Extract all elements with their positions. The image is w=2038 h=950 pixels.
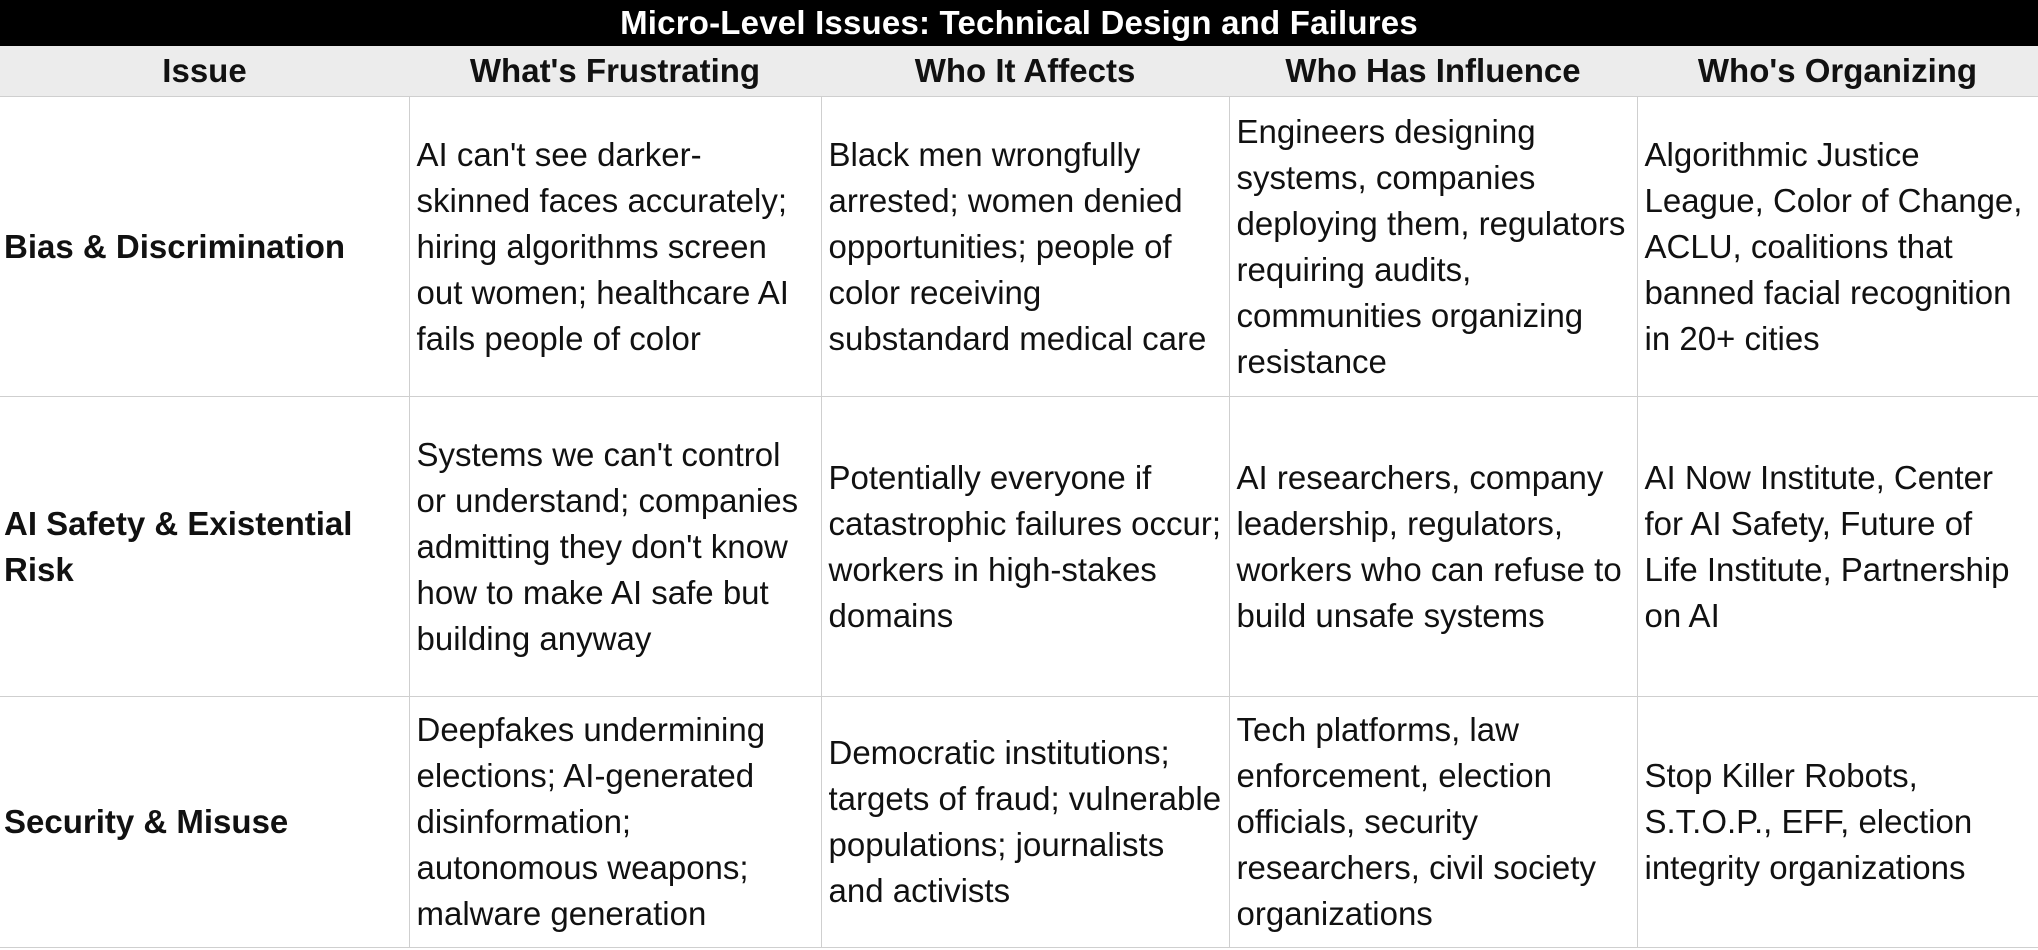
column-header-influence: Who Has Influence [1229, 46, 1637, 97]
issue-cell: Security & Misuse [0, 697, 409, 948]
column-header-issue: Issue [0, 46, 409, 97]
organizing-cell: AI Now Institute, Center for AI Safety, Future of Life Institute, Partnership on AI [1637, 397, 2038, 697]
table-row [0, 397, 2038, 697]
affects-cell: Black men wrongfully arrested; women denied opportunities; people of color receiving substandard medical care [821, 97, 1229, 397]
organizing-cell: Stop Killer Robots, S.T.O.P., EFF, election integrity organizations [1637, 697, 2038, 948]
header-row [0, 46, 2038, 97]
affects-cell: Democratic institutions; targets of fraud; vulnerable populations; journalists and activists [821, 697, 1229, 948]
frustrating-cell: AI can't see darker-skinned faces accurately; hiring algorithms screen out women; healthcare AI fails people of color [409, 97, 821, 397]
influence-cell: Engineers designing systems, companies deploying them, regulators requiring audits, communities organizing resistance [1229, 97, 1637, 397]
table-row [0, 97, 2038, 397]
influence-cell: AI researchers, company leadership, regulators, workers who can refuse to build unsafe systems [1229, 397, 1637, 697]
organizing-cell: Algorithmic Justice League, Color of Change, ACLU, coalitions that banned facial recognition in 20+ cities [1637, 97, 2038, 397]
issues-table [0, 46, 2038, 948]
column-header-frustrating: What's Frustrating [409, 46, 821, 97]
affects-cell: Potentially everyone if catastrophic failures occur; workers in high-stakes domains [821, 397, 1229, 697]
issue-cell: AI Safety & Existential Risk [0, 397, 409, 697]
column-header-organizing: Who's Organizing [1637, 46, 2038, 97]
frustrating-cell: Systems we can't control or understand; companies admitting they don't know how to make AI safe but building anyway [409, 397, 821, 697]
table-title: Micro-Level Issues: Technical Design and Failures [0, 0, 2038, 46]
frustrating-cell: Deepfakes undermining elections; AI-generated disinformation; autonomous weapons; malware generation [409, 697, 821, 948]
issue-cell: Bias & Discrimination [0, 97, 409, 397]
table-row [0, 697, 2038, 948]
column-header-affects: Who It Affects [821, 46, 1229, 97]
influence-cell: Tech platforms, law enforcement, election officials, security researchers, civil society organizations [1229, 697, 1637, 948]
